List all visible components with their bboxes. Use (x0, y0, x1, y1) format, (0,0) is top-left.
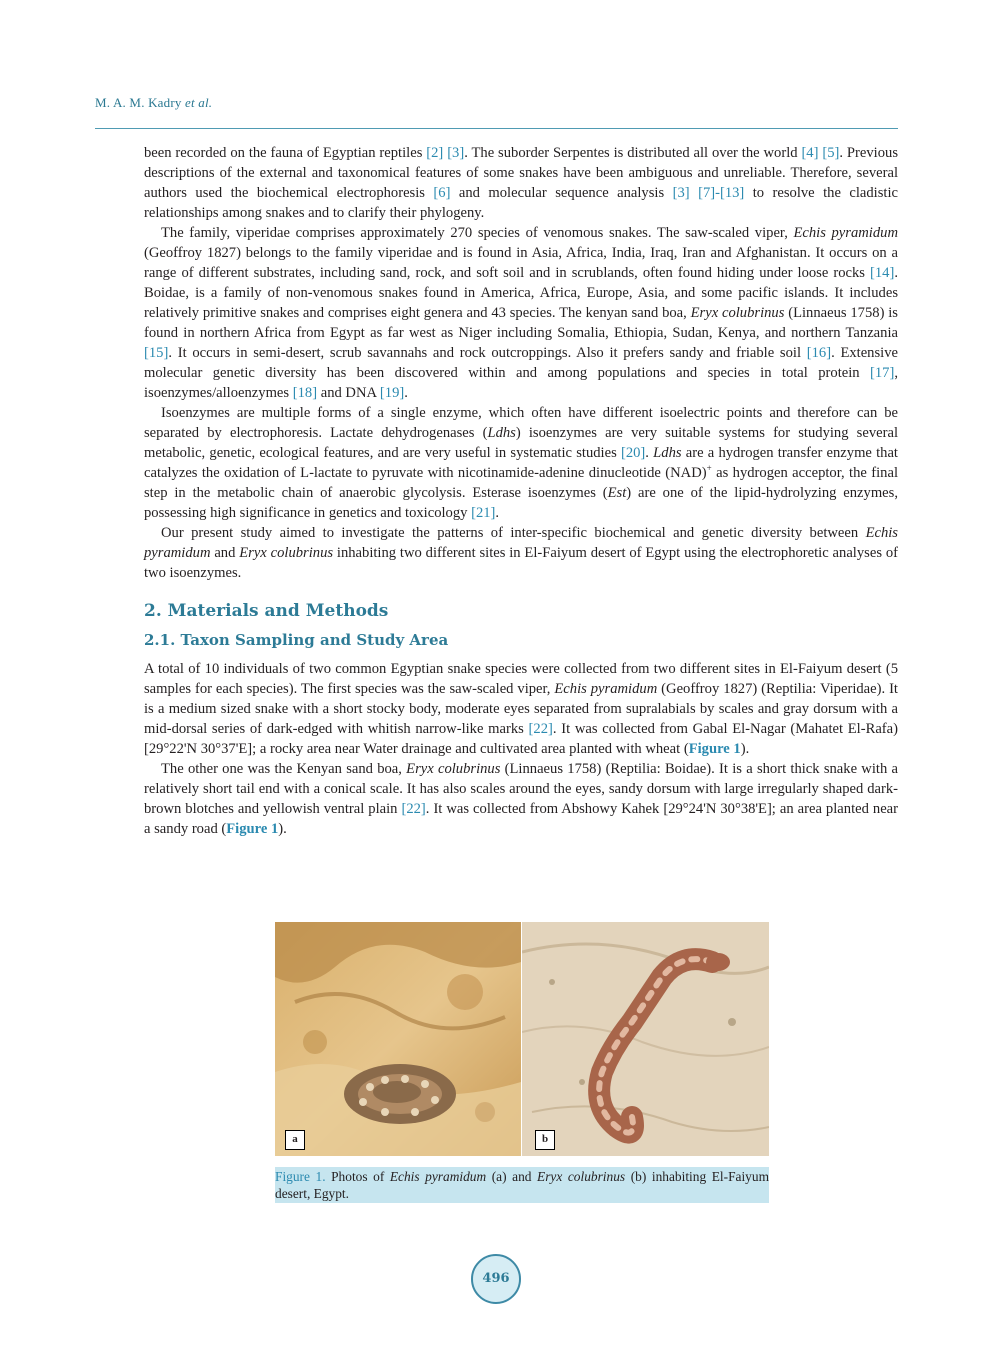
species-name: Echis pyramidum (144, 525, 898, 561)
figure-1 (275, 922, 769, 1156)
photo-eryx-colubrinus (522, 922, 769, 1156)
sandy-ground-photo (522, 922, 769, 1156)
figure-caption: Figure 1. Photos of Echis pyramidum (a) and Eryx colubrinus (b) inhabiting El-Faiyum desert, Egypt. (275, 1169, 769, 1201)
citation-link[interactable]: [21] (471, 505, 496, 521)
panel-label-b: b (535, 1130, 555, 1150)
citation-link[interactable]: [2] (426, 145, 444, 161)
paragraph-3: Isoenzymes are multiple forms of a single enzyme, which often have different isoelectric points and therefore can be separated by electrophoresis. Lactate dehydrogenases (Ldhs) isoenzymes are very suitable systems for studying several metabolic, genetic, ecological features, and are very useful in systematic studies [20]. Ldhs are a hydrogen transfer enzyme that catalyzes the oxidation of L-lactate to pyruvate with nicotinamide-adenine dinucleotide (NAD)+ as hydrogen acceptor, the final step in the metabolic chain of anaerobic glycolysis. Esterase isoenzymes (Est) are one of the lipid-hydrolyzing enzymes, possessing high significance in genetics and toxicology [21]. (144, 405, 898, 521)
section-heading: 2. Materials and Methods (144, 601, 389, 621)
citation-link[interactable]: [22] (528, 721, 553, 737)
citation-link[interactable]: [6] (433, 185, 451, 201)
citation-link[interactable]: [15] (144, 345, 169, 361)
subsection-heading: 2.1. Taxon Sampling and Study Area (144, 631, 449, 649)
species-name: Echis pyramidum (793, 225, 898, 241)
viper-snake-icon (344, 1064, 456, 1124)
citation-link[interactable]: [18] (292, 385, 318, 401)
paragraph-6: The other one was the Kenyan sand boa, Eryx colubrinus (Linnaeus 1758) (Reptilia: Boidae). It is a short thick snake with a relatively short tail end with a conical scale. It has also scales around the eyes, sandy dorsum with large irregularly shaped dark-brown blotches and yellowish ventral plain [22]. It was collected from Abshowy Kahek [29°24'N 30°38'E]; an area planted near a sandy road (Figure 1). (144, 761, 899, 837)
paragraph-1: been recorded on the fauna of Egyptian reptiles [2] [3]. The suborder Serpentes is distributed all over the world [4] [5]. Previous descriptions of the external and taxonomical features of some snakes have been ambiguous and unreliable. Therefore, several authors used the biochemical electrophoresis [6] and molecular sequence analysis [3] [7]-[13] to resolve the cladistic relationships among snakes and to clarify their phylogeny. (144, 145, 899, 221)
figure-link[interactable]: Figure 1 (226, 821, 279, 837)
running-head (95, 95, 212, 111)
panel-label-a: a (285, 1130, 305, 1150)
citation-link[interactable]: [16] (806, 345, 832, 361)
citation-link[interactable]: [17] (870, 365, 895, 381)
rocky-desert-photo (275, 922, 521, 1156)
superscript: + (706, 463, 712, 474)
citation-link[interactable]: [22] (401, 801, 426, 817)
citation-link[interactable]: [4] (801, 145, 819, 161)
photo-echis-pyramidum (275, 922, 521, 1156)
paragraph-2: The family, viperidae comprises approximately 270 species of venomous snakes. The saw-scaled viper, Echis pyramidum (Geoffroy 1827) belongs to the family viperidae and is found in Asia, Africa, India, Iraq, Iran and Afghanistan. It occurs on a range of different substrates, including sand, rock, and soft soil and in scrublands, often found hiding under loose rocks [14]. Boidae, is a family of non-venomous snakes found in America, Africa, Europe, Asia, and some pacific islands. It includes relatively primitive snakes and comprises eight genera and 43 species. The kenyan sand boa, Eryx colubrinus (Linnaeus 1758) is found in northern Africa from Egypt as far west as Niger including Somalia, Ethiopia, Sudan, Kenya, and northern Tanzania [15]. It occurs in semi-desert, scrub savannahs and rock outcroppings. Also it prefers sandy and friable soil [16]. Extensive molecular genetic diversity has been discovered within and among populations and species in total protein [17], isoenzymes/alloenzymes [18] and DNA [19]. (144, 225, 898, 401)
enzyme-abbrev: Est (607, 485, 627, 501)
species-name: Eryx colubrinus (406, 761, 501, 777)
species-name: Echis pyramidum (554, 681, 658, 697)
paragraph-5: A total of 10 individuals of two common Egyptian snake species were collected from two different sites in El-Faiyum desert (5 samples for each species). The first species was the saw-scaled viper, Echis pyramidum (Geoffroy 1827) (Reptilia: Viperidae). It is a medium sized snake with a short stocky body, moderate eyes separated from supralabials by scales and gray dorsum with a mid-dorsal series of dark-edged with whitish narrow-like marks [22]. It was collected from Gabal El-Nagar (Mahatet El-Rafa) [29°22'N 30°37'E]; a rocky area near Water drainage and cultivated area planted with wheat (Figure 1). (144, 661, 898, 757)
header-rule (95, 128, 898, 129)
citation-link[interactable]: [20] (620, 445, 646, 461)
citation-link[interactable]: [3] (447, 145, 465, 161)
figure-link[interactable]: Figure 1 (688, 741, 741, 757)
et-al: et al. (185, 95, 213, 110)
species-name: Echis pyramidum (389, 1169, 487, 1184)
caption-label: Figure 1. (275, 1169, 326, 1184)
species-name: Eryx colubrinus (537, 1169, 626, 1184)
page-number: 496 (471, 1254, 521, 1304)
citation-link[interactable]: [14] (870, 265, 895, 281)
citation-link[interactable]: [19] (379, 385, 405, 401)
author-name: M. A. M. Kadry (95, 95, 182, 110)
enzyme-abbrev: Ldhs (487, 425, 516, 441)
paragraph-4: Our present study aimed to investigate the patterns of inter-specific biochemical and genetic diversity between Echis pyramidum and Eryx colubrinus inhabiting two different sites in El-Faiyum desert of Egypt using the electrophoretic analyses of two isoenzymes. (144, 525, 898, 581)
citation-link[interactable]: [7]-[13] (698, 185, 745, 201)
enzyme-abbrev: Ldhs (653, 445, 682, 461)
species-name: Eryx colubrinus (690, 305, 785, 321)
citation-link[interactable]: [3] (672, 185, 690, 201)
citation-link[interactable]: [5] (822, 145, 840, 161)
body-text (144, 143, 898, 839)
species-name: Eryx colubrinus (239, 545, 334, 561)
